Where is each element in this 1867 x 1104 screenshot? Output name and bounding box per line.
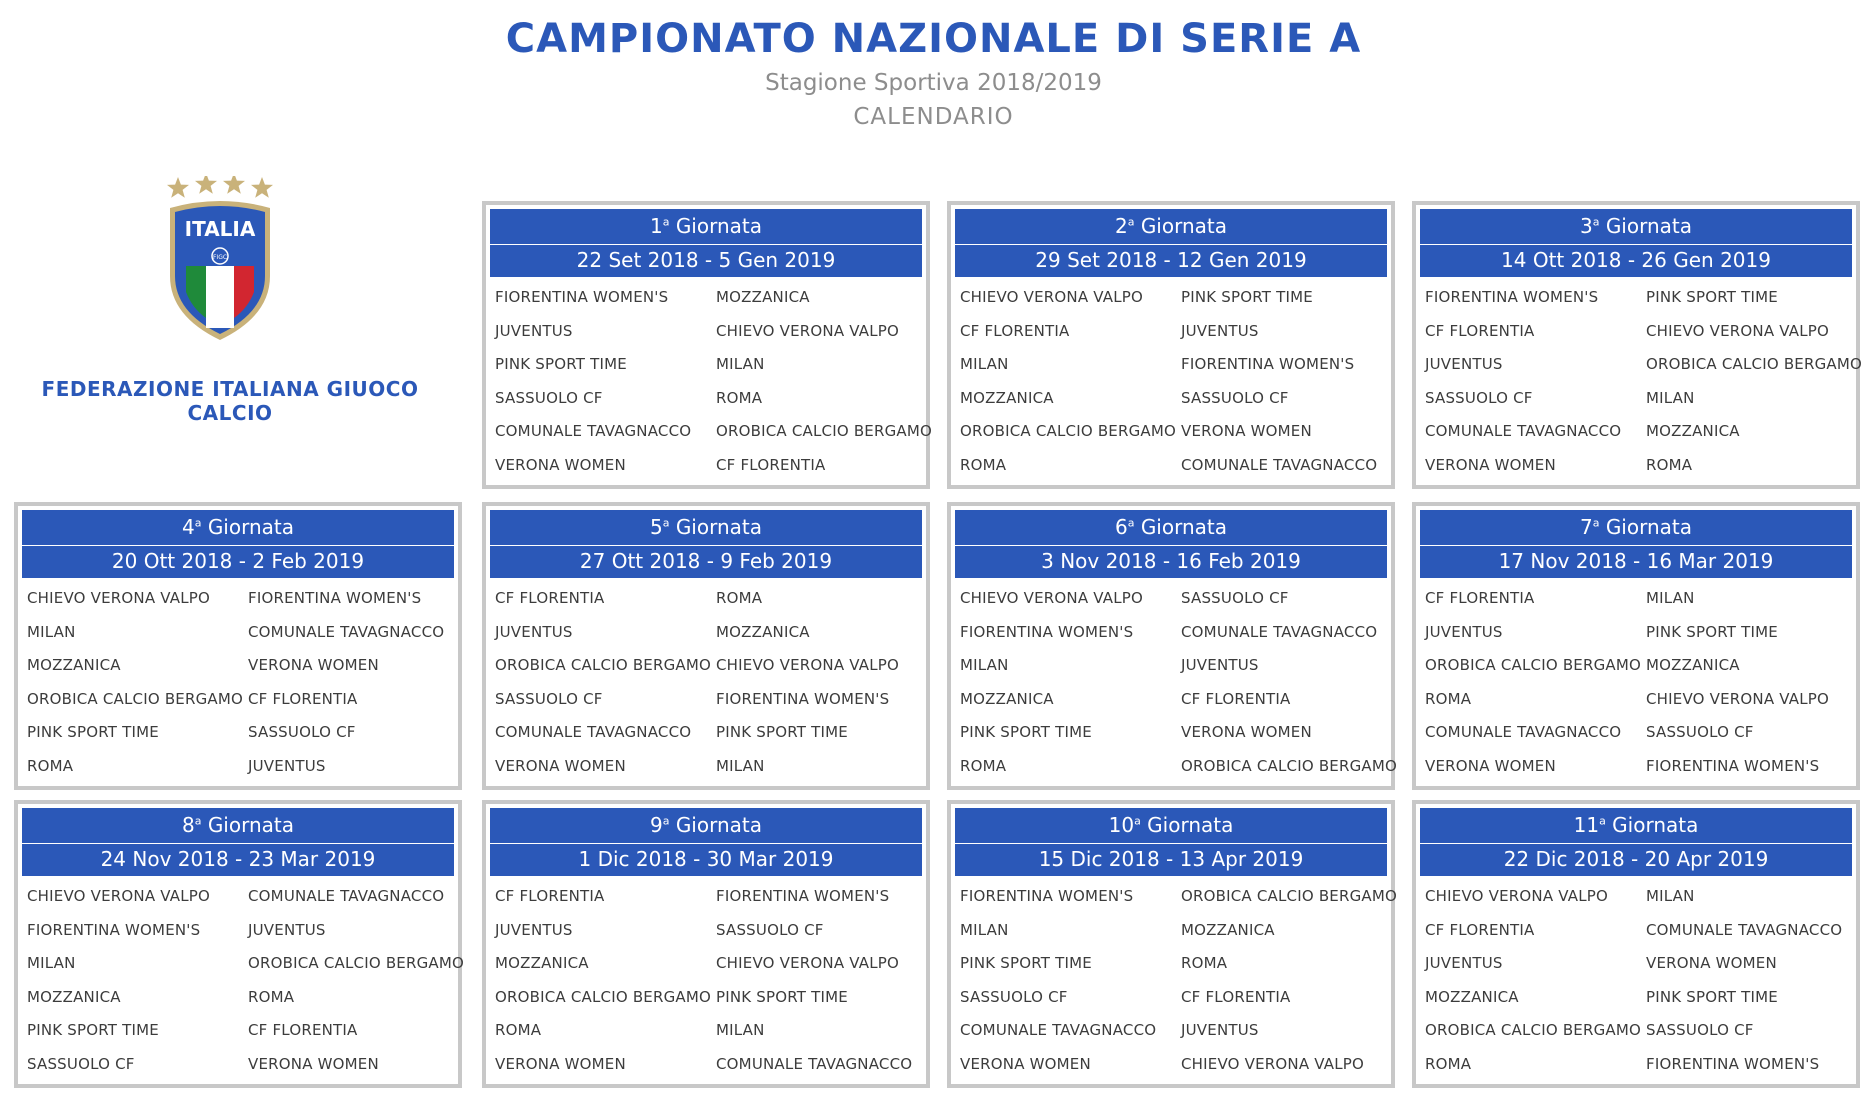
calendar-subtitle: CALENDARIO	[853, 104, 1014, 130]
home-team: PINK SPORT TIME	[27, 723, 159, 742]
home-team: MOZZANICA	[960, 388, 1054, 407]
away-team: CHIEVO VERONA VALPO	[1646, 321, 1830, 340]
away-team: CHIEVO VERONA VALPO	[716, 321, 900, 340]
round-card	[947, 201, 1395, 489]
header-divider	[22, 545, 454, 546]
away-team: OROBICA CALCIO BERGAMO	[248, 954, 465, 973]
away-team: MOZZANICA	[1646, 656, 1740, 675]
home-team: COMUNALE TAVAGNACCO	[495, 422, 692, 441]
home-team: CHIEVO VERONA VALPO	[960, 589, 1144, 607]
round-header	[490, 209, 922, 277]
match-row	[22, 681, 454, 715]
match-row	[1420, 380, 1852, 414]
round-card	[1412, 201, 1863, 489]
away-team: VERONA WOMEN	[1181, 422, 1312, 441]
match-row	[1420, 413, 1852, 447]
round-header	[22, 510, 454, 578]
away-team: COMUNALE TAVAGNACCO	[248, 622, 445, 641]
header-divider	[955, 843, 1387, 844]
away-team: JUVENTUS	[1181, 1021, 1259, 1040]
away-team: FIORENTINA WOMEN'S	[248, 589, 422, 607]
round-card	[482, 502, 930, 790]
home-team: ROMA	[1425, 1054, 1472, 1073]
match-list	[490, 580, 922, 782]
round-card	[14, 800, 465, 1088]
away-team: CHIEVO VERONA VALPO	[1181, 1054, 1365, 1073]
round-card	[14, 502, 462, 790]
round-dates: 3 Nov 2018 - 16 Feb 2019	[1041, 549, 1301, 573]
match-row	[955, 413, 1387, 447]
away-team: ROMA	[248, 987, 295, 1006]
match-row	[955, 979, 1387, 1013]
round-dates: 27 Ott 2018 - 9 Feb 2019	[579, 549, 833, 573]
match-row	[22, 912, 454, 946]
away-team: CF FLORENTIA	[1181, 987, 1291, 1006]
away-team: MOZZANICA	[716, 622, 810, 641]
away-team: COMUNALE TAVAGNACCO	[1181, 455, 1378, 474]
away-team: FIORENTINA WOMEN'S	[716, 887, 890, 905]
round-dates: 24 Nov 2018 - 23 Mar 2019	[100, 847, 376, 871]
home-team: ROMA	[960, 455, 1007, 474]
match-row	[1420, 878, 1852, 912]
home-team: CHIEVO VERONA VALPO	[960, 288, 1144, 306]
home-team: OROBICA CALCIO BERGAMO	[1425, 656, 1642, 675]
home-team: JUVENTUS	[495, 622, 573, 641]
away-team: CHIEVO VERONA VALPO	[716, 954, 900, 973]
home-team: JUVENTUS	[495, 920, 573, 939]
home-team: CHIEVO VERONA VALPO	[1425, 887, 1609, 905]
round-header	[1420, 510, 1852, 578]
away-team: SASSUOLO CF	[1646, 1021, 1754, 1040]
match-row	[490, 979, 922, 1013]
away-team: SASSUOLO CF	[248, 723, 356, 742]
home-team: ROMA	[495, 1021, 542, 1040]
match-row	[490, 447, 922, 481]
round-title: 11$^a$ Giornata	[1573, 813, 1699, 837]
match-row	[490, 647, 922, 681]
away-team: CF FLORENTIA	[248, 1021, 358, 1040]
home-team: MILAN	[960, 920, 1009, 939]
home-team: OROBICA CALCIO BERGAMO	[495, 987, 712, 1006]
match-row	[22, 979, 454, 1013]
away-team: PINK SPORT TIME	[1181, 288, 1313, 306]
match-row	[22, 714, 454, 748]
match-row	[955, 681, 1387, 715]
match-row	[22, 614, 454, 648]
federation-name: FEDERAZIONE ITALIANA GIUOCO CALCIO	[41, 377, 419, 425]
away-team: COMUNALE TAVAGNACCO	[716, 1054, 913, 1073]
header-divider	[1420, 545, 1852, 546]
header-divider	[490, 843, 922, 844]
header-divider	[490, 545, 922, 546]
home-team: JUVENTUS	[1425, 954, 1503, 973]
away-team: PINK SPORT TIME	[1646, 288, 1778, 306]
shield-text: ITALIA	[184, 217, 256, 241]
match-row	[490, 748, 922, 782]
home-team: PINK SPORT TIME	[27, 1021, 159, 1040]
match-row	[490, 878, 922, 912]
away-team: VERONA WOMEN	[1646, 954, 1777, 973]
away-team: VERONA WOMEN	[248, 1054, 379, 1073]
match-row	[1420, 580, 1852, 614]
away-team: MILAN	[716, 1021, 765, 1040]
away-team: MOZZANICA	[1646, 422, 1740, 441]
round-header	[955, 510, 1387, 578]
home-team: JUVENTUS	[1425, 355, 1503, 374]
match-row	[1420, 681, 1852, 715]
away-team: MILAN	[1646, 589, 1695, 607]
home-team: CF FLORENTIA	[495, 887, 605, 905]
match-row	[490, 346, 922, 380]
round-title: 2$^a$ Giornata	[1114, 214, 1228, 238]
away-team: SASSUOLO CF	[1181, 589, 1289, 607]
home-team: COMUNALE TAVAGNACCO	[495, 723, 692, 742]
round-title: 4$^a$ Giornata	[181, 515, 295, 539]
home-team: SASSUOLO CF	[960, 987, 1068, 1006]
match-row	[1420, 912, 1852, 946]
match-list	[490, 279, 933, 481]
match-row	[1420, 279, 1852, 313]
page-title: CAMPIONATO NAZIONALE DI SERIE A	[505, 16, 1362, 62]
match-row	[1420, 714, 1852, 748]
stars-icon	[167, 176, 273, 198]
home-team: ROMA	[960, 756, 1007, 775]
round-title: 9$^a$ Giornata	[649, 813, 763, 837]
away-team: CF FLORENTIA	[1181, 689, 1291, 708]
match-row	[490, 413, 933, 447]
match-row	[955, 748, 1398, 782]
match-row	[1420, 748, 1852, 782]
match-row	[22, 945, 465, 979]
home-team: MILAN	[960, 656, 1009, 675]
figc-shield-icon	[164, 176, 294, 352]
round-title: 10$^a$ Giornata	[1108, 813, 1234, 837]
match-row	[955, 1012, 1387, 1046]
round-title: 5$^a$ Giornata	[649, 515, 763, 539]
away-team: MILAN	[716, 756, 765, 775]
away-team: JUVENTUS	[248, 756, 326, 775]
match-list	[1420, 878, 1852, 1080]
away-team: PINK SPORT TIME	[1646, 987, 1778, 1006]
home-team: SASSUOLO CF	[495, 388, 603, 407]
round-title: 8$^a$ Giornata	[181, 813, 295, 837]
season-subtitle: Stagione Sportiva 2018/2019	[765, 70, 1102, 96]
match-row	[955, 945, 1387, 979]
match-row	[22, 580, 454, 614]
home-team: JUVENTUS	[495, 321, 573, 340]
home-team: FIORENTINA WOMEN'S	[1425, 288, 1599, 306]
home-team: CF FLORENTIA	[1425, 321, 1535, 340]
away-team: VERONA WOMEN	[1181, 723, 1312, 742]
match-row	[1420, 979, 1852, 1013]
match-row	[1420, 647, 1852, 681]
match-row	[22, 878, 454, 912]
round-dates: 22 Set 2018 - 5 Gen 2019	[576, 248, 836, 272]
round-header	[490, 808, 922, 876]
away-team: PINK SPORT TIME	[716, 987, 848, 1006]
home-team: CHIEVO VERONA VALPO	[27, 589, 211, 607]
home-team: JUVENTUS	[1425, 622, 1503, 641]
away-team: COMUNALE TAVAGNACCO	[1646, 920, 1843, 939]
match-row	[490, 681, 922, 715]
home-team: VERONA WOMEN	[960, 1054, 1091, 1073]
match-row	[955, 279, 1387, 313]
home-team: ROMA	[1425, 689, 1472, 708]
home-team: CF FLORENTIA	[960, 321, 1070, 340]
header-divider	[1420, 843, 1852, 844]
home-team: CF FLORENTIA	[1425, 920, 1535, 939]
home-team: MOZZANICA	[1425, 987, 1519, 1006]
match-row	[955, 1046, 1387, 1080]
home-team: ROMA	[27, 756, 74, 775]
away-team: MILAN	[716, 355, 765, 374]
home-team: PINK SPORT TIME	[960, 954, 1092, 973]
home-team: MOZZANICA	[27, 656, 121, 675]
match-row	[955, 380, 1387, 414]
away-team: OROBICA CALCIO BERGAMO	[1181, 887, 1398, 905]
round-dates: 15 Dic 2018 - 13 Apr 2019	[1038, 847, 1304, 871]
header-divider	[955, 545, 1387, 546]
away-team: FIORENTINA WOMEN'S	[716, 689, 890, 708]
home-team: SASSUOLO CF	[1425, 388, 1533, 407]
match-row	[22, 1012, 454, 1046]
away-team: COMUNALE TAVAGNACCO	[1181, 622, 1378, 641]
round-header	[22, 808, 454, 876]
match-row	[1420, 614, 1852, 648]
away-team: FIORENTINA WOMEN'S	[1646, 756, 1820, 775]
round-header	[1420, 808, 1852, 876]
match-row	[955, 580, 1387, 614]
match-row	[955, 614, 1387, 648]
away-team: FIORENTINA WOMEN'S	[1646, 1054, 1820, 1073]
round-dates: 22 Dic 2018 - 20 Apr 2019	[1503, 847, 1769, 871]
away-team: JUVENTUS	[1181, 656, 1259, 675]
match-row	[955, 878, 1398, 912]
home-team: VERONA WOMEN	[1425, 455, 1556, 474]
match-list	[955, 580, 1398, 782]
header-divider	[490, 244, 922, 245]
match-list	[955, 878, 1398, 1080]
home-team: FIORENTINA WOMEN'S	[495, 288, 669, 306]
home-team: MILAN	[960, 355, 1009, 374]
badge-text: FIGC	[212, 254, 228, 261]
away-team: OROBICA CALCIO BERGAMO	[1646, 355, 1863, 374]
round-dates: 17 Nov 2018 - 16 Mar 2019	[1498, 549, 1774, 573]
home-team: FIORENTINA WOMEN'S	[960, 622, 1134, 641]
home-team: MOZZANICA	[960, 689, 1054, 708]
match-row	[1420, 945, 1852, 979]
home-team: OROBICA CALCIO BERGAMO	[495, 656, 712, 675]
match-row	[490, 614, 922, 648]
match-row	[1420, 447, 1852, 481]
match-row	[1420, 1012, 1852, 1046]
home-team: MOZZANICA	[27, 987, 121, 1006]
match-row	[955, 714, 1387, 748]
home-team: OROBICA CALCIO BERGAMO	[960, 422, 1177, 441]
header-divider	[22, 843, 454, 844]
away-team: MOZZANICA	[716, 288, 810, 306]
away-team: ROMA	[716, 589, 763, 607]
home-team: VERONA WOMEN	[495, 455, 626, 474]
match-list	[955, 279, 1387, 481]
away-team: SASSUOLO CF	[1646, 723, 1754, 742]
match-row	[490, 313, 922, 347]
home-team: SASSUOLO CF	[27, 1054, 135, 1073]
round-card	[482, 800, 930, 1088]
match-row	[490, 912, 922, 946]
away-team: VERONA WOMEN	[248, 656, 379, 675]
match-row	[955, 313, 1387, 347]
round-dates: 1 Dic 2018 - 30 Mar 2019	[578, 847, 834, 871]
round-dates: 14 Ott 2018 - 26 Gen 2019	[1501, 248, 1771, 272]
header-divider	[1420, 244, 1852, 245]
round-title: 1$^a$ Giornata	[649, 214, 763, 238]
round-title: 6$^a$ Giornata	[1114, 515, 1228, 539]
round-header	[490, 510, 922, 578]
round-dates: 20 Ott 2018 - 2 Feb 2019	[111, 549, 365, 573]
round-header	[1420, 209, 1852, 277]
away-team: MILAN	[1646, 388, 1695, 407]
home-team: COMUNALE TAVAGNACCO	[960, 1021, 1157, 1040]
match-row	[22, 748, 454, 782]
match-row	[1420, 346, 1863, 380]
match-list	[490, 878, 922, 1080]
match-row	[22, 1046, 454, 1080]
home-team: VERONA WOMEN	[495, 756, 626, 775]
figc-logo	[14, 176, 446, 425]
home-team: CF FLORENTIA	[495, 589, 605, 607]
match-row	[490, 279, 922, 313]
match-row	[490, 380, 922, 414]
home-team: FIORENTINA WOMEN'S	[960, 887, 1134, 905]
away-team: ROMA	[1181, 954, 1228, 973]
match-row	[955, 447, 1387, 481]
away-team: CHIEVO VERONA VALPO	[1646, 689, 1830, 708]
round-card	[1412, 800, 1860, 1088]
match-list	[22, 580, 454, 782]
away-team: JUVENTUS	[1181, 321, 1259, 340]
match-list	[1420, 279, 1863, 481]
home-team: OROBICA CALCIO BERGAMO	[1425, 1021, 1642, 1040]
away-team: PINK SPORT TIME	[716, 723, 848, 742]
header-divider	[955, 244, 1387, 245]
away-team: CF FLORENTIA	[248, 689, 358, 708]
home-team: COMUNALE TAVAGNACCO	[1425, 422, 1622, 441]
home-team: SASSUOLO CF	[495, 689, 603, 708]
match-list	[22, 878, 465, 1080]
round-title: 3$^a$ Giornata	[1579, 214, 1693, 238]
home-team: MILAN	[27, 954, 76, 973]
home-team: PINK SPORT TIME	[495, 355, 627, 374]
home-team: CHIEVO VERONA VALPO	[27, 887, 211, 905]
round-card	[947, 502, 1398, 790]
home-team: VERONA WOMEN	[495, 1054, 626, 1073]
match-row	[22, 647, 454, 681]
away-team: CF FLORENTIA	[716, 455, 826, 474]
away-team: PINK SPORT TIME	[1646, 622, 1778, 641]
away-team: JUVENTUS	[248, 920, 326, 939]
match-row	[955, 346, 1387, 380]
match-row	[955, 647, 1387, 681]
home-team: OROBICA CALCIO BERGAMO	[27, 689, 244, 708]
match-row	[490, 945, 922, 979]
away-team: SASSUOLO CF	[1181, 388, 1289, 407]
match-row	[490, 580, 922, 614]
away-team: ROMA	[1646, 455, 1693, 474]
away-team: OROBICA CALCIO BERGAMO	[716, 422, 933, 441]
home-team: VERONA WOMEN	[1425, 756, 1556, 775]
away-team: CHIEVO VERONA VALPO	[716, 656, 900, 675]
home-team: MILAN	[27, 622, 76, 641]
match-row	[490, 1012, 922, 1046]
round-title: 7$^a$ Giornata	[1579, 515, 1693, 539]
round-header	[955, 808, 1387, 876]
home-team: MOZZANICA	[495, 954, 589, 973]
match-list	[1420, 580, 1852, 782]
home-team: COMUNALE TAVAGNACCO	[1425, 723, 1622, 742]
away-team: SASSUOLO CF	[716, 920, 824, 939]
home-team: FIORENTINA WOMEN'S	[27, 920, 201, 939]
match-row	[490, 1046, 922, 1080]
round-dates: 29 Set 2018 - 12 Gen 2019	[1035, 248, 1307, 272]
match-row	[955, 912, 1387, 946]
away-team: FIORENTINA WOMEN'S	[1181, 355, 1355, 374]
round-card	[947, 800, 1398, 1088]
away-team: MOZZANICA	[1181, 920, 1275, 939]
match-row	[1420, 313, 1852, 347]
home-team: CF FLORENTIA	[1425, 589, 1535, 607]
match-row	[490, 714, 922, 748]
away-team: ROMA	[716, 388, 763, 407]
round-header	[955, 209, 1387, 277]
away-team: OROBICA CALCIO BERGAMO	[1181, 756, 1398, 775]
home-team: PINK SPORT TIME	[960, 723, 1092, 742]
round-card	[1412, 502, 1860, 790]
match-row	[1420, 1046, 1852, 1080]
away-team: MILAN	[1646, 887, 1695, 905]
round-card	[482, 201, 933, 489]
away-team: COMUNALE TAVAGNACCO	[248, 887, 445, 905]
